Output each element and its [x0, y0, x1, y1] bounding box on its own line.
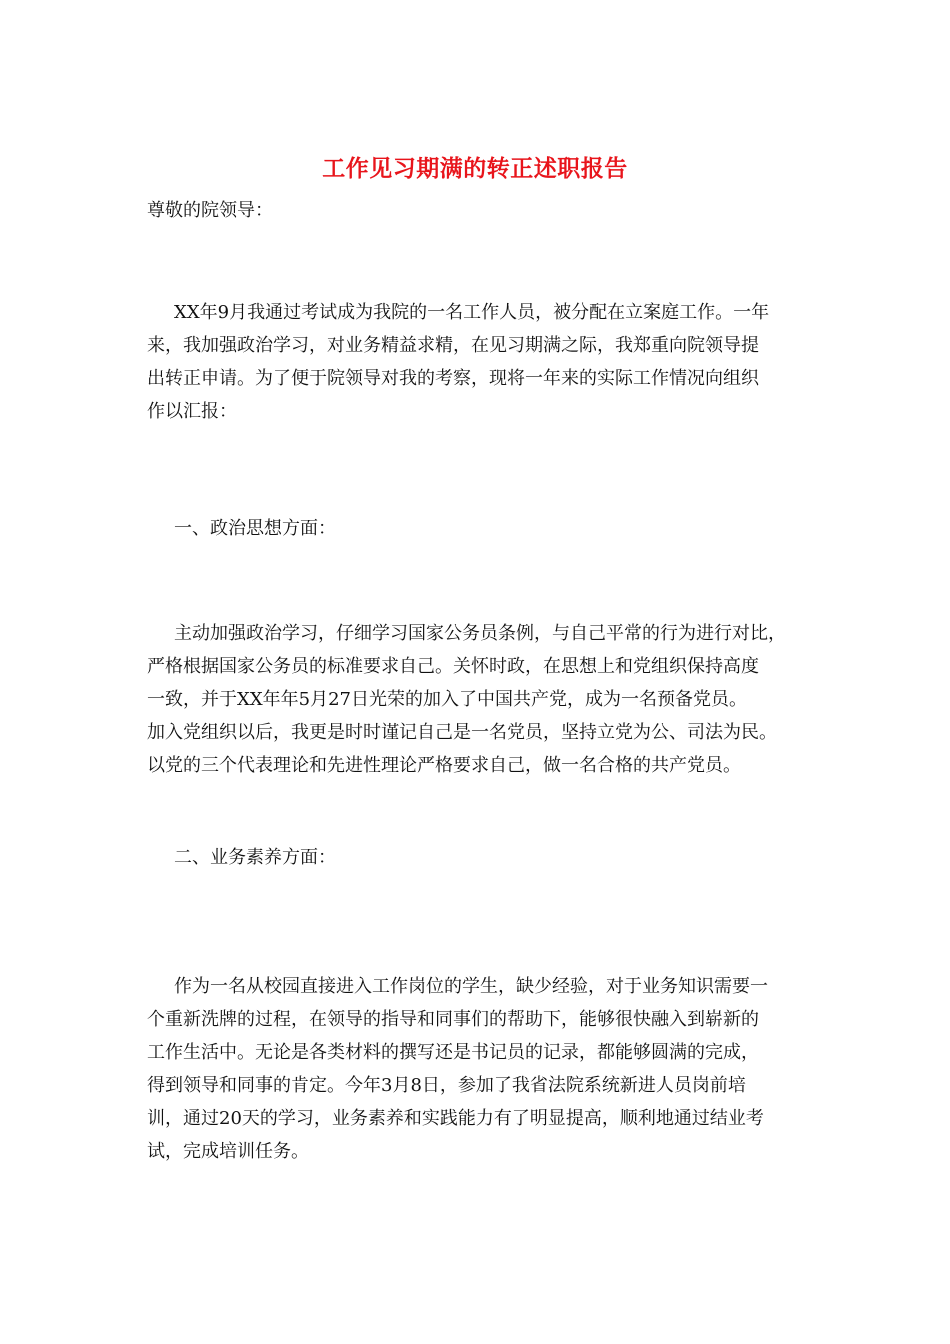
intro-line: 出转正申请。为了便于院领导对我的考察，现将一年来的实际工作情况向组织 [147, 368, 759, 389]
business-line: 试，完成培训任务。 [147, 1141, 309, 1162]
intro-line: 作以汇报： [147, 401, 237, 422]
business-line: 个重新洗牌的过程，在领导的指导和同事们的帮助下，能够很快融入到崭新的 [147, 1009, 759, 1030]
politics-line: 一致，并于XX年年5月27日光荣的加入了中国共产党，成为一名预备党员。 [147, 689, 747, 710]
salutation: 尊敬的院领导： [147, 200, 273, 221]
section-business-paragraph [147, 970, 827, 1168]
business-line: 训，通过20天的学习，业务素养和实践能力有了明显提高，顺利地通过结业考 [147, 1108, 764, 1129]
business-line: 作为一名从校园直接进入工作岗位的学生，缺少经验，对于业务知识需要一 [174, 976, 768, 997]
intro-paragraph [147, 296, 827, 428]
section-politics-paragraph [147, 617, 827, 782]
business-line: 得到领导和同事的肯定。今年3月8日，参加了我省法院系统新进人员岗前培 [147, 1075, 746, 1096]
intro-line: 来，我加强政治学习，对业务精益求精，在见习期满之际，我郑重向院领导提 [147, 335, 759, 356]
politics-line: 主动加强政治学习，仔细学习国家公务员条例，与自己平常的行为进行对比， [174, 623, 786, 644]
politics-line: 严格根据国家公务员的标准要求自己。关怀时政，在思想上和党组织保持高度 [147, 656, 759, 677]
intro-line: XX年9月我通过考试成为我院的一名工作人员，被分配在立案庭工作。一年 [174, 302, 770, 323]
section-heading-politics: 一、政治思想方面： [174, 518, 336, 539]
politics-line: 以党的三个代表理论和先进性理论严格要求自己，做一名合格的共产党员。 [147, 755, 741, 776]
business-line: 工作生活中。无论是各类材料的撰写还是书记员的记录，都能够圆满的完成， [147, 1042, 759, 1063]
politics-line: 加入党组织以后，我更是时时谨记自己是一名党员，坚持立党为公、司法为民。 [147, 722, 777, 743]
section-heading-business: 二、业务素养方面： [174, 847, 336, 868]
document-title: 工作见习期满的转正述职报告 [322, 155, 628, 182]
